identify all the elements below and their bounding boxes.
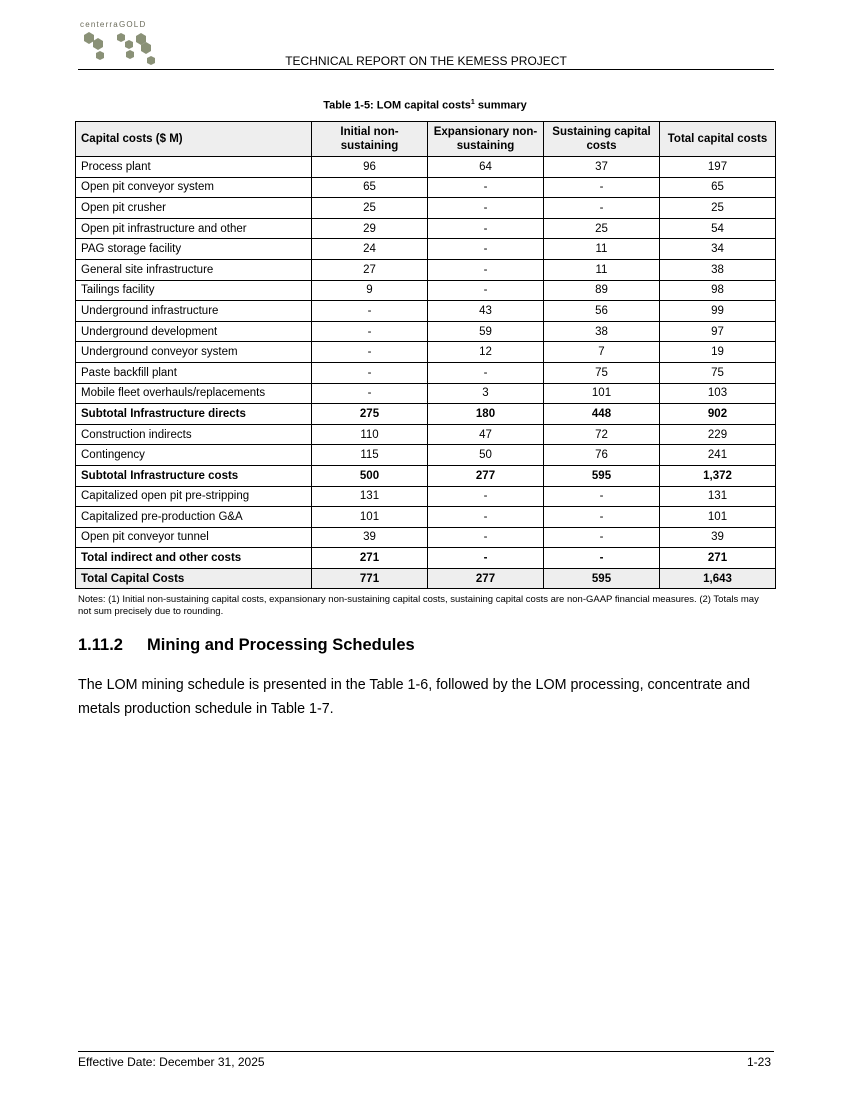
cell-value: - <box>544 548 660 569</box>
row-label: Open pit conveyor tunnel <box>76 527 312 548</box>
table-caption-suffix: summary <box>474 99 527 112</box>
table-row <box>76 507 776 528</box>
table-row <box>76 218 776 239</box>
cell-value: - <box>428 218 544 239</box>
table-row <box>76 424 776 445</box>
cell-value: 76 <box>544 445 660 466</box>
table-body <box>76 157 776 589</box>
table-row <box>76 383 776 404</box>
cell-value: 37 <box>544 157 660 178</box>
cell-value: 103 <box>660 383 776 404</box>
cell-value: - <box>428 548 544 569</box>
table-caption <box>75 99 775 112</box>
row-label: Mobile fleet overhauls/replacements <box>76 383 312 404</box>
cell-value: - <box>544 198 660 219</box>
cell-value: - <box>544 507 660 528</box>
cell-value: 25 <box>660 198 776 219</box>
table-row <box>76 342 776 363</box>
running-header-title: TECHNICAL REPORT ON THE KEMESS PROJECT <box>285 54 567 68</box>
cell-value: 65 <box>660 177 776 198</box>
cell-value: 1,372 <box>660 465 776 486</box>
cell-value: - <box>428 527 544 548</box>
cell-value: 99 <box>660 301 776 322</box>
row-label: Subtotal Infrastructure directs <box>76 404 312 425</box>
logo-wordmark: centerraGOLD <box>80 20 147 29</box>
table-row <box>76 568 776 589</box>
cell-value: 229 <box>660 424 776 445</box>
cell-value: 115 <box>312 445 428 466</box>
row-label: Contingency <box>76 445 312 466</box>
cell-value: 7 <box>544 342 660 363</box>
cell-value: 101 <box>660 507 776 528</box>
cell-value: - <box>312 301 428 322</box>
table-row <box>76 280 776 301</box>
cell-value: 25 <box>312 198 428 219</box>
effective-date: Effective Date: December 31, 2025 <box>78 1055 265 1069</box>
cell-value: - <box>312 321 428 342</box>
cell-value: 448 <box>544 404 660 425</box>
cell-value: 12 <box>428 342 544 363</box>
cell-value: 39 <box>312 527 428 548</box>
footer-divider <box>78 1051 774 1052</box>
cell-value: 902 <box>660 404 776 425</box>
table-caption-text: Table 1-5: LOM capital costs <box>323 99 471 112</box>
cell-value: - <box>312 342 428 363</box>
cell-value: 38 <box>544 321 660 342</box>
section-heading <box>78 636 415 655</box>
cell-value: 771 <box>312 568 428 589</box>
cell-value: 271 <box>660 548 776 569</box>
cell-value: - <box>544 177 660 198</box>
table-row <box>76 465 776 486</box>
cell-value: 241 <box>660 445 776 466</box>
cell-value: 110 <box>312 424 428 445</box>
cell-value: 89 <box>544 280 660 301</box>
cell-value: - <box>312 383 428 404</box>
cell-value: 131 <box>660 486 776 507</box>
row-label: PAG storage facility <box>76 239 312 260</box>
table-row <box>76 157 776 178</box>
cell-value: 39 <box>660 527 776 548</box>
cell-value: 34 <box>660 239 776 260</box>
body-paragraph: The LOM mining schedule is presented in the Table 1-6, followed by the LOM processing, concentrate and metals production schedule in Table 1-7. <box>78 677 751 717</box>
cell-value: 43 <box>428 301 544 322</box>
cell-value: - <box>428 486 544 507</box>
column-header: Initial non-sustaining <box>312 122 428 157</box>
table-row <box>76 362 776 383</box>
cell-value: - <box>428 280 544 301</box>
table-row <box>76 321 776 342</box>
cell-value: 277 <box>428 568 544 589</box>
table-notes: Notes: (1) Initial non-sustaining capital costs, expansionary non-sustaining capital costs, sustaining capital costs are non-GAAP financial measures. (2) Totals may not sum precisely due to rounding. <box>78 594 759 617</box>
cell-value: 72 <box>544 424 660 445</box>
cell-value: 38 <box>660 259 776 280</box>
row-label: Total indirect and other costs <box>76 548 312 569</box>
cell-value: 500 <box>312 465 428 486</box>
cell-value: 98 <box>660 280 776 301</box>
table-row <box>76 486 776 507</box>
cell-value: 9 <box>312 280 428 301</box>
cell-value: 50 <box>428 445 544 466</box>
cell-value: 29 <box>312 218 428 239</box>
capital-costs-table <box>75 121 776 589</box>
cell-value: - <box>544 486 660 507</box>
row-label: Open pit conveyor system <box>76 177 312 198</box>
cell-value: 197 <box>660 157 776 178</box>
column-header: Total capital costs <box>660 122 776 157</box>
row-label: Open pit infrastructure and other <box>76 218 312 239</box>
page-number: 1-23 <box>746 1055 771 1069</box>
cell-value: 271 <box>312 548 428 569</box>
cell-value: 11 <box>544 239 660 260</box>
table-row <box>76 259 776 280</box>
row-label: General site infrastructure <box>76 259 312 280</box>
cell-value: - <box>428 507 544 528</box>
table-row <box>76 445 776 466</box>
cell-value: 19 <box>660 342 776 363</box>
cell-value: 180 <box>428 404 544 425</box>
row-label: Total Capital Costs <box>76 568 312 589</box>
table-row <box>76 198 776 219</box>
cell-value: 47 <box>428 424 544 445</box>
section-title: Mining and Processing Schedules <box>147 636 415 654</box>
cell-value: 56 <box>544 301 660 322</box>
cell-value: 595 <box>544 568 660 589</box>
row-label: Capitalized pre-production G&A <box>76 507 312 528</box>
table-header-row <box>76 122 776 157</box>
cell-value: - <box>428 362 544 383</box>
table-row <box>76 177 776 198</box>
row-label: Underground infrastructure <box>76 301 312 322</box>
section-number: 1.11.2 <box>78 636 123 654</box>
row-label: Open pit crusher <box>76 198 312 219</box>
cell-value: 1,643 <box>660 568 776 589</box>
cell-value: 54 <box>660 218 776 239</box>
cell-value: 65 <box>312 177 428 198</box>
row-label: Construction indirects <box>76 424 312 445</box>
row-label: Tailings facility <box>76 280 312 301</box>
cell-value: 595 <box>544 465 660 486</box>
cell-value: - <box>544 527 660 548</box>
cell-value: 64 <box>428 157 544 178</box>
table-caption-footnote-mark: 1 <box>470 99 475 106</box>
cell-value: 24 <box>312 239 428 260</box>
column-header: Sustaining capital costs <box>544 122 660 157</box>
row-label: Capitalized open pit pre-stripping <box>76 486 312 507</box>
row-label: Underground conveyor system <box>76 342 312 363</box>
row-label: Paste backfill plant <box>76 362 312 383</box>
column-header: Capital costs ($ M) <box>76 122 312 157</box>
table-row <box>76 301 776 322</box>
cell-value: 25 <box>544 218 660 239</box>
cell-value: 277 <box>428 465 544 486</box>
cell-value: - <box>428 198 544 219</box>
table-row <box>76 239 776 260</box>
cell-value: 27 <box>312 259 428 280</box>
cell-value: 75 <box>544 362 660 383</box>
cell-value: - <box>428 239 544 260</box>
cell-value: - <box>312 362 428 383</box>
cell-value: 75 <box>660 362 776 383</box>
row-label: Underground development <box>76 321 312 342</box>
cell-value: 131 <box>312 486 428 507</box>
cell-value: - <box>428 259 544 280</box>
cell-value: 11 <box>544 259 660 280</box>
cell-value: 275 <box>312 404 428 425</box>
cell-value: 101 <box>544 383 660 404</box>
header-divider <box>78 69 774 70</box>
cell-value: 97 <box>660 321 776 342</box>
cell-value: 59 <box>428 321 544 342</box>
cell-value: 101 <box>312 507 428 528</box>
column-header: Expansionary non-sustaining <box>428 122 544 157</box>
table-row <box>76 548 776 569</box>
table-row <box>76 527 776 548</box>
row-label: Subtotal Infrastructure costs <box>76 465 312 486</box>
cell-value: - <box>428 177 544 198</box>
cell-value: 3 <box>428 383 544 404</box>
row-label: Process plant <box>76 157 312 178</box>
cell-value: 96 <box>312 157 428 178</box>
table-row <box>76 404 776 425</box>
